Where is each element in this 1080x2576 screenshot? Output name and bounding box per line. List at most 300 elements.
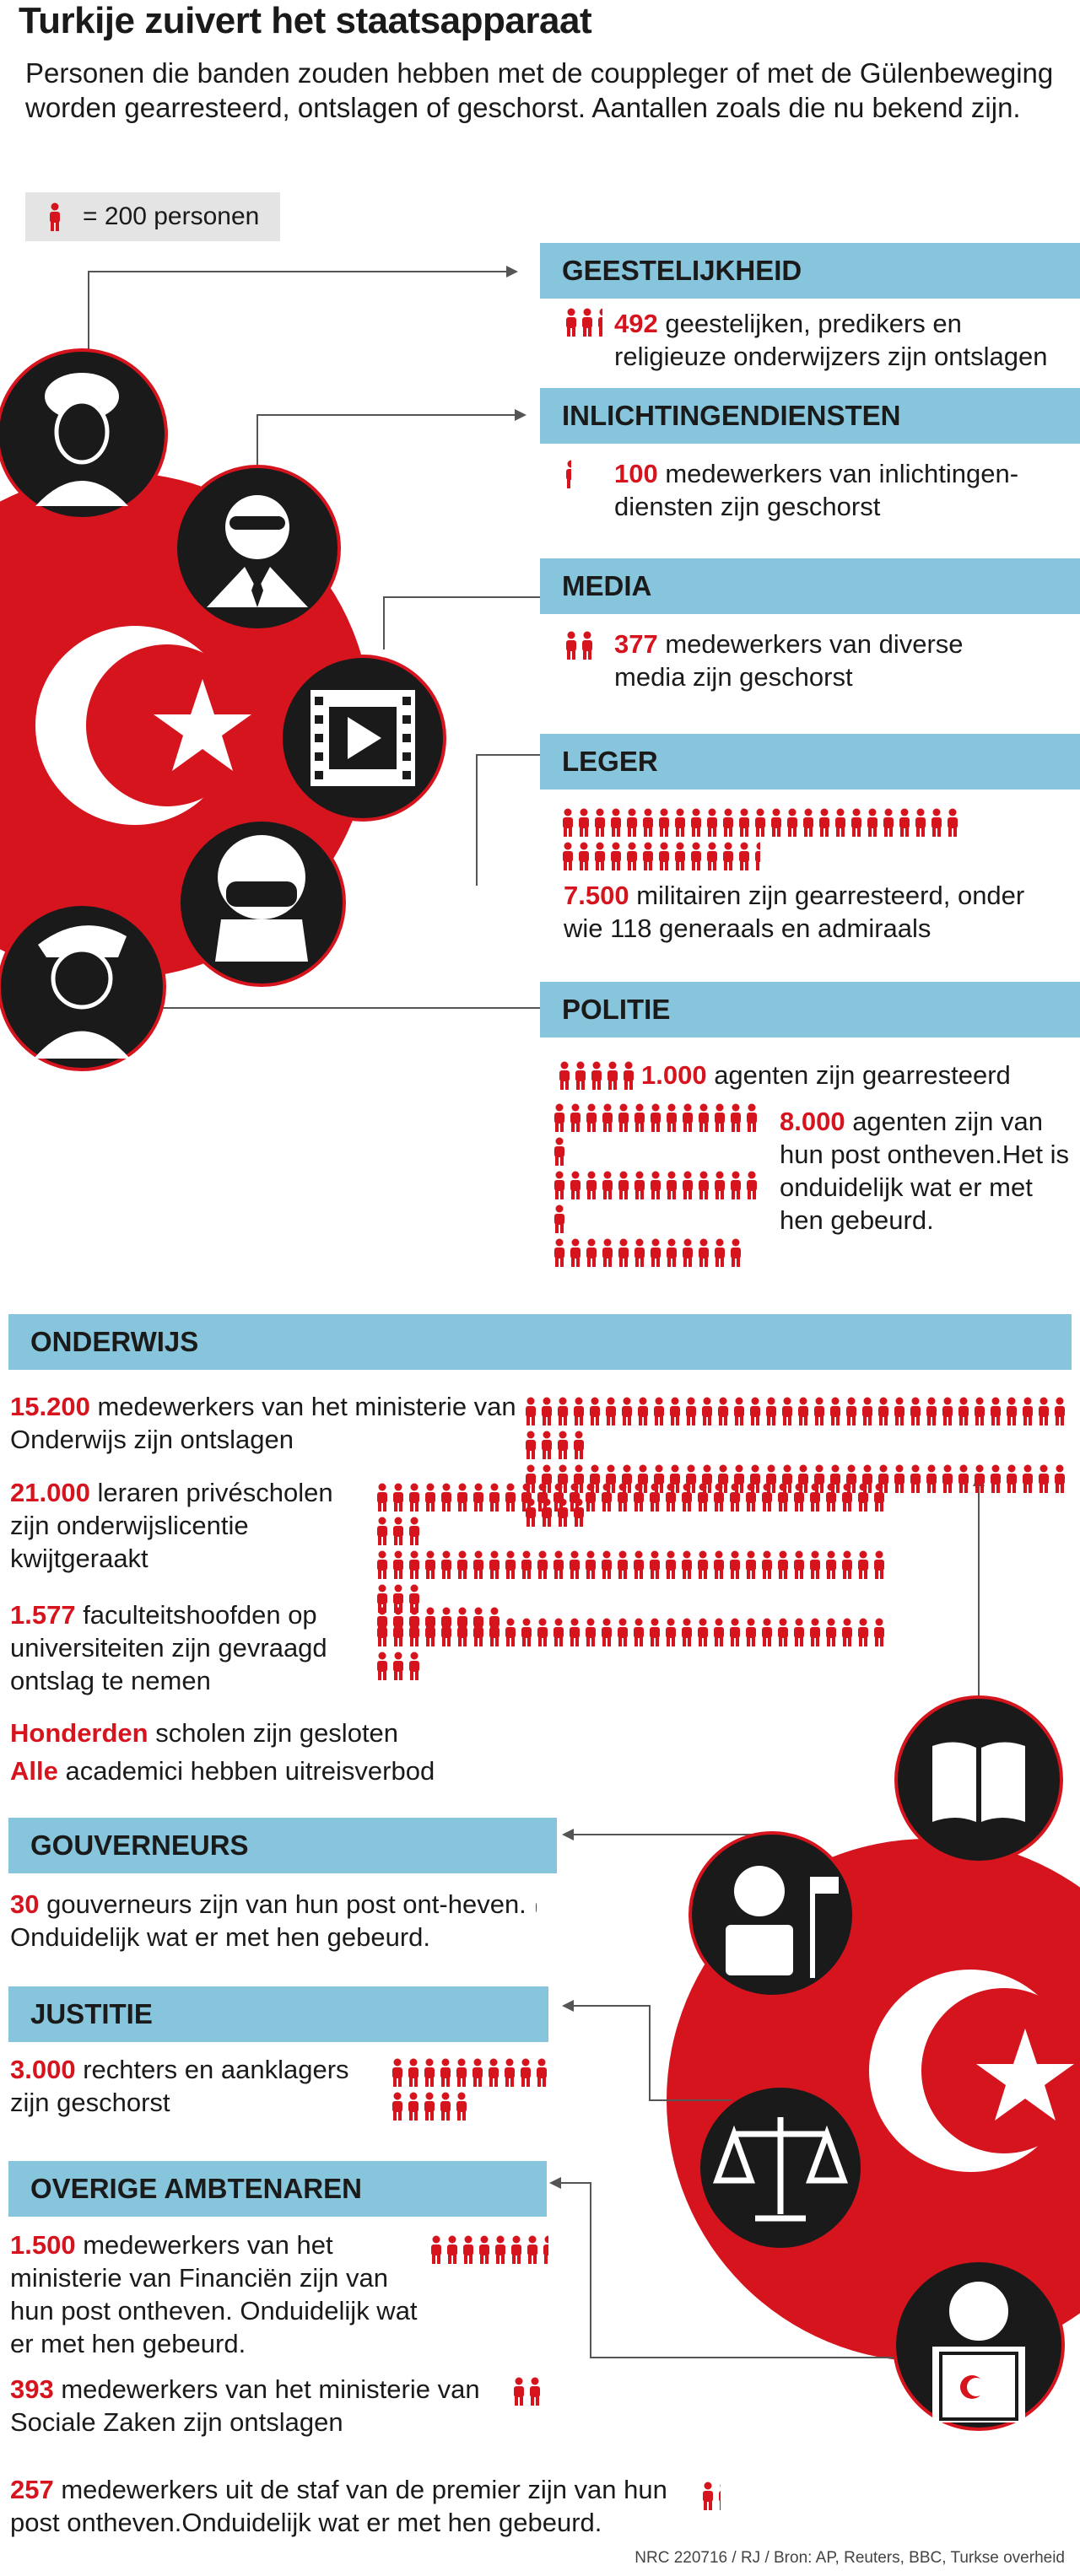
person-icon	[743, 1483, 759, 1512]
person-icon	[511, 2377, 526, 2406]
person-icon	[796, 1397, 811, 1425]
person-icon	[592, 842, 608, 870]
person-icon	[672, 808, 688, 837]
person-icon	[551, 1550, 566, 1579]
person-icon	[503, 1483, 518, 1512]
person-icon	[696, 1103, 711, 1132]
person-icon	[1052, 1464, 1067, 1493]
person-icon	[631, 1550, 646, 1579]
person-icon	[455, 1550, 470, 1579]
person-icon	[737, 808, 752, 837]
person-icon	[564, 631, 579, 660]
person-icon	[648, 1171, 663, 1199]
person-icon	[600, 1238, 615, 1267]
person-icon	[824, 1550, 839, 1579]
person-icon	[551, 1483, 566, 1512]
person-icon	[679, 1483, 694, 1512]
person-icon	[523, 1397, 538, 1425]
person-icon	[471, 1483, 486, 1512]
person-icon	[552, 1137, 567, 1166]
person-icon	[728, 1171, 743, 1199]
person-icon	[391, 1652, 406, 1680]
person-icon	[732, 1397, 747, 1425]
film-icon	[310, 690, 415, 786]
person-icon	[541, 2235, 548, 2264]
person-icon	[876, 1397, 891, 1425]
person-icon	[560, 808, 575, 837]
person-icon	[573, 1061, 588, 1090]
icons-overige-1	[429, 2235, 549, 2269]
person-icon	[503, 1550, 518, 1579]
person-icon	[576, 808, 591, 837]
person-icon	[700, 2482, 716, 2510]
person-icon	[648, 1238, 663, 1267]
page-subtitle: Personen die banden zouden hebben met de couppleger of met de Gülenbeweging worden gearresteerd, ontslagen of geschorst. Aantallen zoals die nu bekend zijn.	[25, 57, 1054, 123]
person-icon	[571, 1397, 586, 1425]
person-icon	[375, 1517, 390, 1545]
person-icon	[753, 808, 768, 837]
text-inlichtingen: 100 medewerkers van inlichtingen-diensten zijn geschorst	[614, 459, 1019, 521]
person-icon	[972, 1397, 987, 1425]
person-icon	[535, 1618, 550, 1646]
text-onderwijs-2: 21.000 leraren privéscholen zijn onderwijslicentie kwijtgeraakt	[10, 1478, 333, 1573]
person-icon	[769, 808, 784, 837]
text-onderwijs-5: Alle academici hebben uitreisverbod	[10, 1756, 435, 1786]
person-icon	[560, 842, 575, 870]
person-icon	[664, 1238, 679, 1267]
person-icon	[824, 1618, 839, 1646]
person-icon	[696, 1171, 711, 1199]
person-icon	[872, 1550, 887, 1579]
person-icon	[608, 842, 624, 870]
person-icon	[439, 1550, 454, 1579]
person-icon	[539, 1397, 554, 1425]
text-politie-2: 8.000 agenten zijn van hun post ontheven.Het is onduidelijk wat er met hen gebeurd.	[780, 1107, 1069, 1235]
person-icon	[663, 1483, 678, 1512]
person-icon	[487, 1550, 502, 1579]
person-icon	[535, 1550, 550, 1579]
person-icon	[608, 808, 624, 837]
person-icon	[439, 1607, 454, 1636]
person-icon	[956, 1464, 971, 1493]
header-media: MEDIA	[540, 558, 1080, 614]
icons-media	[564, 631, 594, 665]
person-icon	[647, 1550, 662, 1579]
person-icon	[728, 1103, 743, 1132]
person-icon	[616, 1238, 631, 1267]
person-icon	[555, 1431, 570, 1459]
person-icon	[568, 1103, 583, 1132]
person-icon	[988, 1397, 1003, 1425]
person-icon	[519, 1618, 534, 1646]
person-icon	[533, 1893, 537, 1921]
person-icon	[519, 1483, 534, 1512]
person-icon	[1020, 1397, 1035, 1425]
person-icon	[897, 808, 912, 837]
person-icon	[471, 1607, 486, 1636]
person-icon	[872, 1618, 887, 1646]
person-icon	[1052, 1397, 1067, 1425]
person-icon	[580, 308, 595, 337]
person-icon	[780, 1397, 795, 1425]
person-icon	[775, 1618, 791, 1646]
person-icon	[791, 1618, 807, 1646]
person-icon	[580, 631, 593, 660]
person-icon	[807, 1550, 823, 1579]
person-icon	[502, 2058, 517, 2087]
header-inlichtingendiensten: INLICHTINGENDIENSTEN	[540, 388, 1080, 444]
person-icon	[407, 1517, 422, 1545]
person-icon	[712, 1171, 727, 1199]
person-icon	[599, 1483, 614, 1512]
person-icon	[438, 2058, 453, 2087]
person-icon	[571, 1431, 586, 1459]
person-icon	[600, 1171, 615, 1199]
person-icon	[956, 1397, 971, 1425]
person-icon	[748, 1397, 763, 1425]
person-icon	[631, 1618, 646, 1646]
person-icon	[833, 808, 848, 837]
person-icon	[775, 1550, 791, 1579]
icons-onderwijs-3	[375, 1607, 501, 1641]
person-icon	[680, 1171, 695, 1199]
person-icon	[824, 1483, 839, 1512]
person-icon	[552, 1238, 567, 1267]
header-gouverneurs: GOUVERNEURS	[8, 1818, 557, 1873]
person-icon	[576, 842, 591, 870]
text-media: 377 medewerkers van diverse media zijn geschorst	[614, 629, 964, 692]
person-icon	[391, 1483, 406, 1512]
person-icon	[892, 1397, 907, 1425]
legend-label: = 200 personen	[83, 202, 260, 230]
person-icon	[599, 1618, 614, 1646]
text-overige-2: 393 medewerkers van het ministerie van Sociale Zaken zijn ontslagen	[10, 2374, 480, 2437]
header-politie: POLITIE	[540, 982, 1080, 1037]
person-icon	[616, 1171, 631, 1199]
person-icon	[656, 808, 672, 837]
person-icon	[640, 842, 656, 870]
person-icon	[940, 1397, 955, 1425]
person-icon	[518, 2058, 533, 2087]
person-icon	[470, 2058, 485, 2087]
icons-justitie	[390, 2058, 550, 2126]
person-icon	[688, 842, 704, 870]
person-icon	[664, 1171, 679, 1199]
icons-politie-1	[557, 1061, 637, 1095]
person-icon	[727, 1550, 742, 1579]
person-icon	[615, 1550, 630, 1579]
person-icon	[753, 842, 760, 870]
person-icon	[552, 1171, 567, 1199]
person-icon	[860, 1397, 875, 1425]
person-icon	[743, 1550, 759, 1579]
person-icon	[509, 2235, 524, 2264]
person-icon	[461, 2235, 476, 2264]
person-icon	[527, 2377, 543, 2406]
person-icon	[471, 1550, 486, 1579]
icons-overige-3	[700, 2482, 721, 2515]
person-icon	[640, 808, 656, 837]
person-icon	[454, 2058, 469, 2087]
person-icon	[535, 1483, 550, 1512]
person-icon	[568, 1171, 583, 1199]
person-icon	[619, 1397, 634, 1425]
text-leger: 7.500 militairen zijn gearresteerd, onder wie 118 generaals en admiraals	[564, 881, 1025, 943]
person-icon	[775, 1483, 791, 1512]
text-onderwijs-1: 15.200 medewerkers van het ministerie van Onderwijs zijn ontslagen	[10, 1392, 516, 1454]
person-icon	[551, 1618, 566, 1646]
person-icon	[812, 1397, 827, 1425]
person-icon	[632, 1171, 647, 1199]
person-icon	[728, 1238, 743, 1267]
person-icon	[583, 1483, 598, 1512]
text-overige-1: 1.500 medewerkers van het ministerie van Financiën zijn van hun post ontheven. Onduidelijk wat er met hen gebeurd.	[10, 2230, 418, 2358]
person-icon	[828, 1397, 843, 1425]
icons-leger	[560, 808, 999, 876]
person-icon	[477, 2235, 492, 2264]
person-icon	[407, 1483, 422, 1512]
person-icon	[600, 1103, 615, 1132]
person-icon	[680, 1238, 695, 1267]
person-icon	[423, 1607, 438, 1636]
person-icon	[552, 1103, 567, 1132]
person-icon	[680, 1103, 695, 1132]
person-icon	[856, 1618, 871, 1646]
text-gouverneurs: 30 gouverneurs zijn van hun post ont-heven. Onduidelijk wat er met hen gebeurd.	[10, 1889, 526, 1952]
person-icon	[375, 1550, 390, 1579]
person-icon	[744, 1103, 759, 1132]
person-icon	[705, 842, 720, 870]
person-icon	[423, 1483, 438, 1512]
person-icon	[486, 2058, 501, 2087]
person-icon	[840, 1483, 855, 1512]
person-icon	[711, 1618, 726, 1646]
person-icon	[407, 1607, 422, 1636]
person-icon	[1036, 1397, 1051, 1425]
person-icon	[406, 2092, 421, 2121]
person-icon	[688, 808, 704, 837]
person-icon	[621, 1061, 636, 1090]
person-icon	[631, 1483, 646, 1512]
person-icon	[716, 2482, 721, 2510]
person-icon	[616, 1103, 631, 1132]
person-icon	[648, 1103, 663, 1132]
person-icon	[695, 1483, 710, 1512]
person-icon	[759, 1618, 775, 1646]
person-icon	[487, 1483, 502, 1512]
person-icon	[523, 1431, 538, 1459]
source-credit: NRC 220716 / RJ / Bron: AP, Reuters, BBC, Turkse overheid	[634, 2549, 1065, 2567]
person-icon	[945, 808, 960, 837]
person-icon	[913, 808, 928, 837]
person-icon	[391, 1550, 406, 1579]
person-icon	[647, 1483, 662, 1512]
person-icon	[696, 1238, 711, 1267]
icons-gouverneurs	[533, 1893, 537, 1927]
person-icon	[390, 2092, 405, 2121]
person-icon	[552, 1204, 567, 1233]
person-icon	[791, 1483, 807, 1512]
person-icon	[647, 1618, 662, 1646]
person-icon	[596, 308, 602, 337]
person-icon	[567, 1618, 582, 1646]
person-icon	[519, 1550, 534, 1579]
person-icon	[865, 808, 880, 837]
person-icon	[592, 808, 608, 837]
person-icon	[695, 1550, 710, 1579]
person-icon	[632, 1103, 647, 1132]
person-icon	[737, 842, 752, 870]
person-icon	[664, 1103, 679, 1132]
person-icon	[699, 1397, 715, 1425]
person-icon	[929, 808, 944, 837]
person-icon	[375, 1607, 390, 1636]
person-icon	[487, 1607, 500, 1636]
person-icon	[679, 1618, 694, 1646]
person-icon	[615, 1483, 630, 1512]
person-icon	[1020, 1464, 1035, 1493]
person-icon	[584, 1103, 599, 1132]
text-onderwijs-3: 1.577 faculteitshoofden op universiteiten zijn gevraagd ontslag te nemen	[10, 1600, 327, 1695]
person-icon	[801, 808, 816, 837]
person-icon	[712, 1103, 727, 1132]
person-icon	[564, 308, 579, 337]
person-icon	[422, 2092, 437, 2121]
person-icon	[844, 1397, 859, 1425]
icons-geestelijkheid	[564, 308, 603, 342]
person-icon	[599, 1550, 614, 1579]
person-icon	[603, 1397, 618, 1425]
person-icon	[716, 1397, 731, 1425]
person-icon	[744, 1171, 759, 1199]
person-icon	[583, 1618, 598, 1646]
person-icon	[615, 1618, 630, 1646]
person-icon	[872, 1483, 887, 1512]
text-justitie: 3.000 rechters en aanklagers zijn geschorst	[10, 2055, 349, 2117]
person-icon	[807, 1618, 823, 1646]
text-overige-3: 257 medewerkers uit de staf van de premier zijn van hun post ontheven.Onduidelijk wat er met hen gebeurd.	[10, 2475, 667, 2537]
person-icon	[908, 1397, 923, 1425]
person-icon	[407, 1550, 422, 1579]
person-icon	[439, 1483, 454, 1512]
person-icon	[972, 1464, 987, 1493]
person-icon	[455, 1483, 470, 1512]
person-icon	[584, 1238, 599, 1267]
person-icon	[705, 808, 720, 837]
person-icon	[455, 1607, 470, 1636]
person-icon	[727, 1618, 742, 1646]
text-onderwijs-4: Honderden scholen zijn gesloten	[10, 1718, 399, 1748]
person-icon	[557, 1061, 572, 1090]
person-icon	[721, 842, 736, 870]
pilot-icon	[215, 835, 308, 962]
person-icon	[849, 808, 864, 837]
person-icon	[493, 2235, 508, 2264]
person-icon	[721, 808, 736, 837]
person-icon	[711, 1483, 726, 1512]
person-icon	[856, 1550, 871, 1579]
person-icon	[624, 842, 640, 870]
person-icon	[924, 1464, 939, 1493]
icons-inlichtingen	[564, 460, 572, 493]
person-icon	[840, 1550, 855, 1579]
page-title: Turkije zuivert het staatsapparaat	[19, 0, 592, 41]
person-icon	[375, 1652, 390, 1680]
person-icon	[651, 1397, 667, 1425]
person-icon	[712, 1238, 727, 1267]
person-icon	[663, 1550, 678, 1579]
person-icon	[785, 808, 800, 837]
header-onderwijs: ONDERWIJS	[8, 1314, 1072, 1370]
person-icon	[817, 808, 832, 837]
person-icon	[375, 1483, 390, 1512]
person-icon	[924, 1397, 939, 1425]
person-icon	[422, 2058, 437, 2087]
person-icon	[605, 1061, 620, 1090]
person-icon	[856, 1483, 871, 1512]
person-icon	[503, 1618, 518, 1646]
person-icon	[539, 1431, 554, 1459]
text-politie-1: 1.000 agenten zijn gearresteerd	[641, 1060, 1011, 1090]
person-icon	[663, 1618, 678, 1646]
person-icon	[743, 1618, 759, 1646]
person-icon	[567, 1550, 582, 1579]
person-icon	[391, 1607, 406, 1636]
person-icon	[454, 2092, 469, 2121]
icons-overige-2	[511, 2377, 543, 2411]
person-icon	[407, 1652, 422, 1680]
person-icon	[525, 2235, 540, 2264]
person-icon	[406, 2058, 421, 2087]
person-icon	[391, 1517, 406, 1545]
person-icon	[656, 842, 672, 870]
person-icon	[791, 1550, 807, 1579]
person-icon	[567, 1483, 582, 1512]
person-icon	[423, 1550, 438, 1579]
person-icon	[711, 1550, 726, 1579]
person-icon	[940, 1464, 955, 1493]
header-overige: OVERIGE AMBTENAREN	[8, 2161, 547, 2217]
person-icon	[840, 1618, 855, 1646]
person-icon	[534, 2058, 549, 2087]
person-icon	[759, 1550, 775, 1579]
person-icon	[587, 1397, 602, 1425]
person-icon	[727, 1483, 742, 1512]
person-icon	[624, 808, 640, 837]
person-icon	[1004, 1464, 1019, 1493]
person-icon	[683, 1397, 699, 1425]
person-icon	[568, 1238, 583, 1267]
header-geestelijkheid: GEESTELIJKHEID	[540, 243, 1080, 299]
person-icon	[759, 1483, 775, 1512]
person-icon	[564, 460, 571, 488]
person-icon	[679, 1550, 694, 1579]
header-leger: LEGER	[540, 734, 1080, 790]
person-icon	[667, 1397, 683, 1425]
icons-politie-2	[552, 1103, 771, 1272]
person-icon	[584, 1171, 599, 1199]
header-justitie: JUSTITIE	[8, 1986, 548, 2042]
person-icon	[1036, 1464, 1051, 1493]
person-icon	[632, 1238, 647, 1267]
person-icon	[988, 1464, 1003, 1493]
person-icon	[908, 1464, 923, 1493]
person-icon	[445, 2235, 460, 2264]
person-icon	[807, 1483, 823, 1512]
icons-onderwijs-2	[375, 1483, 898, 1685]
person-icon	[764, 1397, 779, 1425]
person-icon	[583, 1550, 598, 1579]
